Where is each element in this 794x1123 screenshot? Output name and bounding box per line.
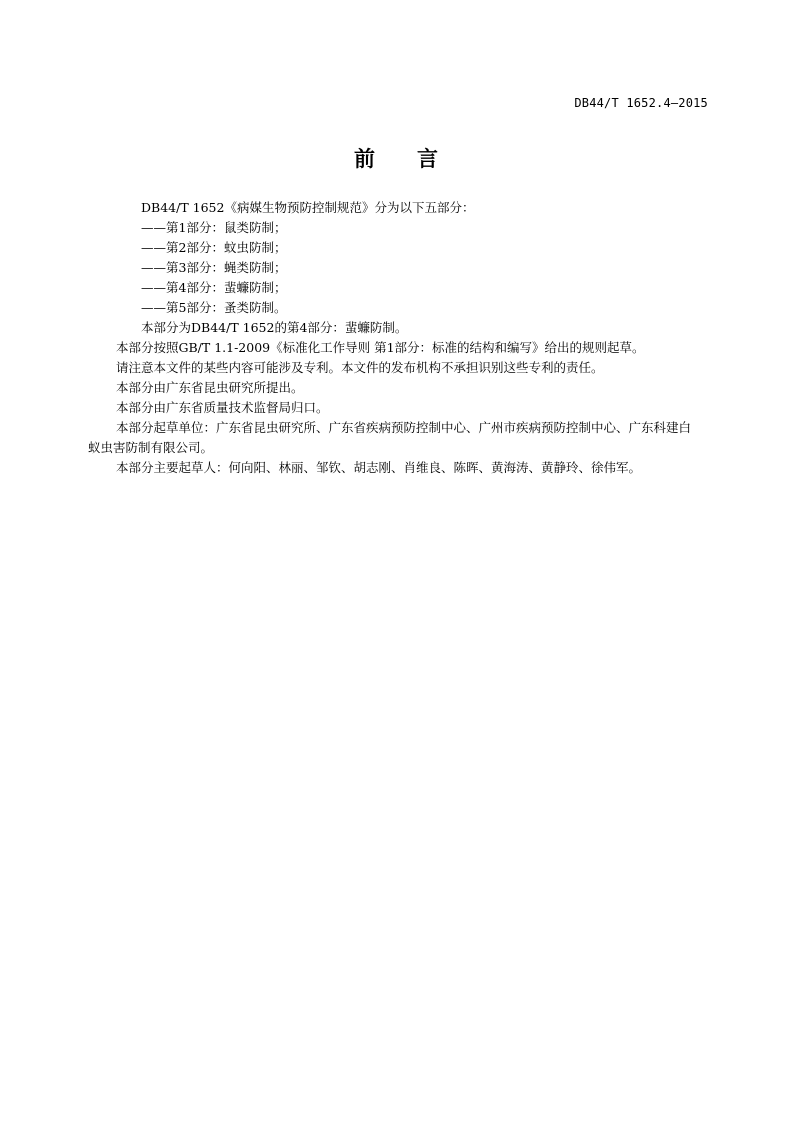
drafting-units-paragraph: 本部分起草单位：广东省昆虫研究所、广东省疾病预防控制中心、广州市疾病预防控制中心、广东科建白蚁虫害防制有限公司。 — [88, 420, 692, 455]
standard-code: DB44/T 1652.4—2015 — [574, 96, 708, 110]
this-part-paragraph: 本部分为DB44/T 1652的第4部分：蜚蠊防制。 — [141, 320, 408, 335]
part-item: ——第4部分：蜚蠊防制； — [141, 280, 287, 295]
proposer-paragraph: 本部分由广东省昆虫研究所提出。 — [116, 380, 304, 395]
parts-list — [116, 218, 692, 318]
part-item: ——第1部分：鼠类防制； — [141, 220, 287, 235]
administrator-paragraph: 本部分由广东省质量技术监督局归口。 — [116, 400, 329, 415]
page-title — [0, 143, 794, 173]
drafting-rules-paragraph: 本部分按照GB/T 1.1-2009《标准化工作导则 第1部分：标准的结构和编写》给出的规则起草。 — [116, 340, 645, 355]
foreword-body — [88, 198, 692, 478]
part-item: ——第2部分：蚊虫防制； — [141, 240, 287, 255]
patent-notice-paragraph: 请注意本文件的某些内容可能涉及专利。本文件的发布机构不承担识别这些专利的责任。 — [116, 360, 604, 375]
title-char-1: 前 — [354, 147, 377, 171]
part-item: ——第5部分：蚤类防制。 — [141, 300, 287, 315]
title-char-2: 言 — [417, 147, 440, 171]
intro-paragraph: DB44/T 1652《病媒生物预防控制规范》分为以下五部分： — [141, 200, 475, 215]
part-item: ——第3部分：蝇类防制； — [141, 260, 287, 275]
drafters-paragraph: 本部分主要起草人：何向阳、林丽、邹钦、胡志刚、肖维良、陈晖、黄海涛、黄静玲、徐伟军。 — [116, 460, 642, 475]
